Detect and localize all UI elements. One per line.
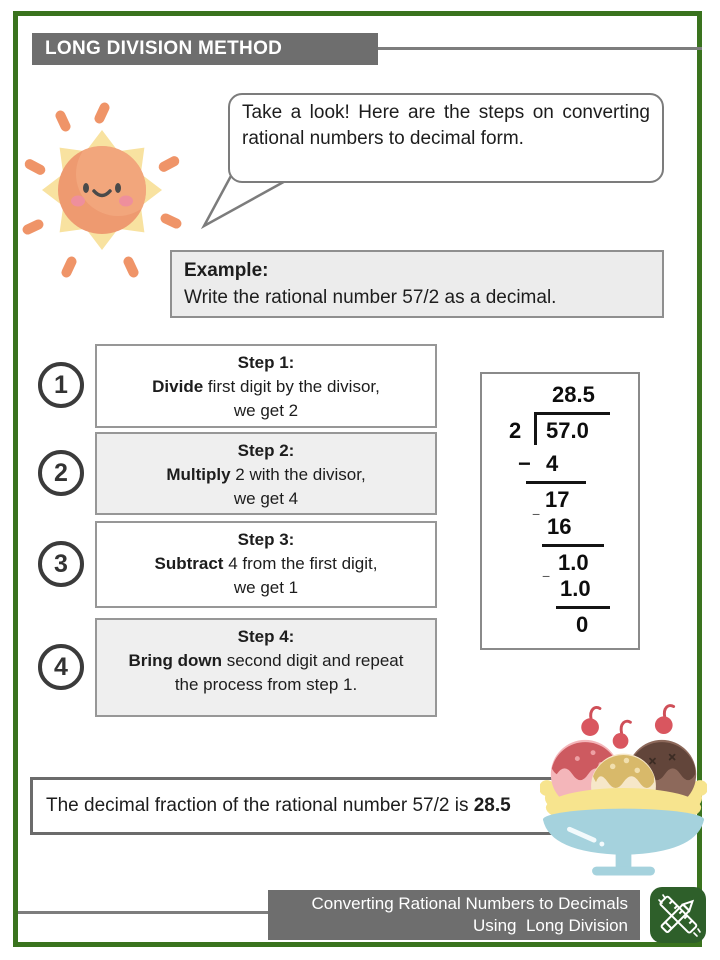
division-bracket-stem: [534, 412, 537, 445]
step-line2: we get 2: [233, 401, 299, 420]
step-line1: Bring down second digit and repeat: [128, 651, 404, 670]
step-line2: we get 1: [233, 578, 299, 597]
quotient: 28.5: [552, 382, 595, 407]
speech-bubble: [228, 93, 664, 183]
sun-eye-left: [83, 183, 89, 193]
example-text: Write the rational number 57/2 as a decimal.: [184, 287, 557, 308]
step-line1: Divide first digit by the divisor,: [152, 377, 380, 396]
minus-sign: −: [542, 568, 551, 584]
underline-2: [542, 544, 604, 547]
pencil-ruler-icon: [650, 887, 706, 943]
step-number-3: 3: [38, 541, 84, 587]
speech-text: Take a look! Here are the steps on converting rational numbers to decimal form.: [242, 102, 650, 149]
remainder-2: 1.0: [558, 550, 589, 575]
step-box-2: [95, 432, 437, 515]
conclusion-box: [30, 777, 590, 835]
step-box-4: [95, 618, 437, 717]
sun-icon: [22, 98, 182, 288]
bowl: [543, 809, 704, 876]
sun-cheek-left: [71, 196, 85, 207]
step-line2: the process from step 1.: [174, 675, 358, 694]
step-title: Step 2:: [237, 441, 295, 460]
subtrahend-2: 16: [547, 514, 572, 539]
header-connector-line: [378, 47, 702, 50]
example-label: Example:: [184, 260, 269, 281]
footer-connector-line: [18, 911, 268, 914]
minus-sign: −: [518, 451, 531, 476]
remainder-1: 17: [545, 487, 570, 512]
step-box-1: [95, 344, 437, 428]
subtrahend-3: 1.0: [560, 576, 591, 601]
sun-eye-right: [115, 183, 121, 193]
underline-3: [556, 606, 610, 609]
underline-1: [526, 481, 586, 484]
minus-sign: −: [532, 506, 541, 522]
footer-line1: Converting Rational Numbers to Decimals: [311, 894, 628, 913]
dividend: 57.0: [546, 418, 589, 443]
page-title: LONG DIVISION METHOD: [32, 33, 378, 65]
cherry: [655, 716, 673, 734]
cherry: [613, 733, 629, 749]
sun-cheek-right: [119, 196, 133, 207]
final-remainder: 0: [576, 612, 589, 637]
conclusion-answer: 28.5: [473, 795, 511, 816]
step-number-2: 2: [38, 450, 84, 496]
footer-title-bar: [268, 890, 640, 940]
division-bracket-bar: [534, 412, 610, 415]
step-number-4: 4: [38, 644, 84, 690]
step-title: Step 4:: [237, 627, 295, 646]
step-box-3: [95, 521, 437, 608]
cherry: [581, 718, 599, 736]
subtrahend-1: 4: [546, 451, 559, 476]
footer-line2: Using Long Division: [473, 916, 628, 935]
long-division-box: [480, 372, 640, 650]
conclusion-text: The decimal fraction of the rational number 57/2 is: [46, 795, 474, 816]
example-box: [170, 250, 664, 318]
brand-logo: [650, 887, 706, 943]
divisor: 2: [509, 418, 522, 443]
step-line2: we get 4: [233, 489, 299, 508]
step-title: Step 3:: [237, 530, 295, 549]
step-title: Step 1:: [237, 353, 295, 372]
step-line1: Multiply 2 with the divisor,: [166, 465, 366, 484]
step-line1: Subtract 4 from the first digit,: [154, 554, 378, 573]
ice-cream-sundae-icon: [540, 702, 707, 878]
step-number-1: 1: [38, 362, 84, 408]
